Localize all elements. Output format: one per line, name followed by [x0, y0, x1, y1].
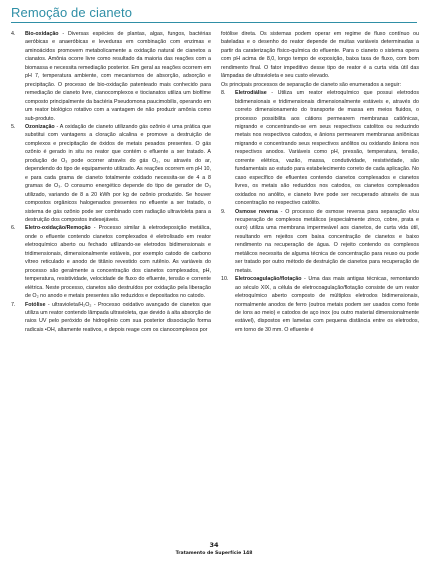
list-item [221, 208, 419, 276]
publication-name: Tratamento de Superfície 148 [175, 551, 253, 556]
item-text: - Utiliza um reator eletroquímico que possui eletrodos bidimensionais e tridimensionais dimensionalmente estáveis e, através do correto dimensionamento do transporte de massa em meios fluidos, o processo possibilita aos cátions permearem membranas catiônicas, migrando e concentrando-se em seus respectivos catolitos ou reduzindo metais nos respectivos catodos, e ânions permearem membranas aniônicas migrando e concentrando seus respectivos anólitos ou oxidando ânions nos respectivos anodos. Variáveis como pH, pressão, temperatura, tensão, corrente elétrica, vazão, massa, condutividade, resistividade, são fundamentais ao estudo para estabelecimento correto de cada aplicação. No caso específico de efluentes contendo cianetos complexados e cianetos livres, os metais são reduzidos nos catodos, os cianetos complexados oxidados no anólito, e cianeto livre pode ser recuperado através de sua concentração no respectivo católito. [235, 90, 419, 207]
item-heading: Ozonização [25, 123, 55, 130]
item-heading: Fotólise [25, 301, 46, 308]
item-heading: Eletro-oxidação/Remoção [25, 225, 91, 232]
list-item [11, 123, 211, 224]
item-number: 8. [221, 90, 226, 97]
list-item [221, 89, 419, 207]
item-heading: Eletrodiálise [235, 90, 267, 97]
item-number: 5. [11, 123, 16, 130]
item-text: - O processo de osmose reversa para separação e/ou recuperação de complexos metálicos (especialmente zinco, cobre, prata e ouro) utiliza uma membrana impermeável aos cianetos, de curta vida útil, resultando em rejeitos com baixa concentração de cianetos e baixo rendimento na recuperação de água. O rejeito contendo os complexos metálicos necessita de alguma técnica de concentração para reuso ou pode ser tratado por outro método de destruição de cianetos para recuperação de metais. [235, 208, 419, 274]
item-text: - Processo similar à eletrodeposição metálica, onde o efluente contendo cianetos complexados é eletrolisado em reator eletroquímico aberto ou fechado utilizando-se eletrodos bidimensionais e tridimensionais, dimensionalmente estáveis, por exemplo catodo de carbono vítreo reticulado e anodo de titânio revestido com rutênio. As variáveis do processo são geralmente a concentração dos cianetos complexados, pH, temperatura, resistividade, velocidade de fluxo do efluente, tensão e corrente elétrica. Neste processo, cianetos são destruídos por oxidação pela liberação de O₂ no anodo e metais presentes são reduzidos e depositados no catodo. [25, 225, 211, 300]
title-divider [11, 22, 417, 23]
item-number: 10. [221, 276, 229, 283]
continuation-paragraph: fotólise direta. Os sistemas podem operar em regime de fluxo contínuo ou bateladas e o desenho do reator depende de muitas variáveis determinadas a partir da caraterização físico-química do efluente. Para o cianeto o sistema opera com pH acima de 8,0, longo tempo de exposição, baixa taxa de fluxo, com bom rendimento final. O fator impeditivo desse tipo de reator é a curta vida útil das lâmpadas de ultravioleta e seu custo elevado. [221, 31, 419, 80]
right-column [221, 30, 419, 334]
item-text: - A oxidação de cianeto utilizando gás ozônio é uma prática que substitui com vantagens a cloração alcalina e promove a destruição de complexos e precipitação de óxidos de metais pesados presentes. O gás ozônio é gerado in situ no reator que contém o efluente a ser tratado. A produção de O₃ pode ocorrer através do gás O₂, ou através do ar, dependendo do tipo de equipamento utilizado. As reações ocorrem em pH 10, e para cada grama de cianeto totalmente oxidado necessita-se de 4 a 8 gramas de O₃. O consumo energético depende do tipo de gerador de O₃ utilizado, variando de 8 a 20 kWh por kg de ozônio produzido. Se houver compostos orgânicos halogenados presentes no efluente a ser tratado, o sistema de gás ozônio pode ser combinado com radiação ultravioleta para a destruição dos compostos indesejáveis. [25, 123, 211, 223]
page-number: 34 [209, 541, 219, 549]
item-number: 9. [221, 208, 226, 215]
item-text: - Diversas espécies de plantas, algas, fungos, bactérias aeróbicas e anaeróbicas e leveduras em combinação com enzimas e aminoácidos promovem metabolicamente a oxidação natural de cianetos a cianatos. Amônia ocorre livre como resultado da maioria das reações com a biomassa e necessita remediação posterior. Em geral as reações ocorrem em pH 7, temperatura ambiente, com mecanismos de absorção, adsorção e precipitação. O processo de bio-oxidação patenteado mais conhecido para remediação de cianeto livre, cianocomplexos e tiocianatos utiliza um biofilme composto principalmente da bactéria Pseudomona paucimobilis, operando em um reator biológico rotativo com a vantagem de não produzir amônia como sub-produto. [25, 31, 211, 122]
list-item [221, 275, 419, 334]
list-item [11, 30, 211, 123]
item-number: 7. [11, 301, 16, 308]
list-item [11, 301, 211, 335]
item-heading: Bio-oxidação [25, 31, 59, 37]
page-title: Remoção de cianeto [11, 5, 133, 20]
left-column [11, 30, 211, 334]
item-text: - ultravioleta/H₂O₂ - Processo oxidativo avançado de cianetos que utiliza um reator contendo lâmpada ultravioleta, que devido à alta absorção de raios UV pelo peróxido de hidrogênio com sua posterior dissociação forma radicais •OH, altamente reativos, e depois reage com os cianocomplexos por [25, 301, 211, 333]
item-number: 4. [11, 31, 16, 37]
item-text: - Uma das mais antigas técnicas, remontando ao século XIX, a célula de eletrocoagulação/flotação consiste de um reator eletroquímico aberto composto de múltiplos eletrodos bidimensionais, normalmente anodos de ferro (outros metais podem ser usados como fonte de íons ao meio) e catodos de aço inox (ou outro material dimensionalmente estável), dispostos em lamelas com pequena distância entre os eletrodos, em torno de 30 mm. O efluente é [235, 276, 419, 333]
intro-paragraph: Os principais processos de separação de cianeto são enumerados a seguir: [221, 81, 402, 88]
item-number: 6. [11, 225, 16, 232]
list-item [11, 224, 211, 300]
item-heading: Eletrocoagulação/flotação [235, 276, 302, 283]
item-heading: Osmose reversa [235, 208, 278, 215]
